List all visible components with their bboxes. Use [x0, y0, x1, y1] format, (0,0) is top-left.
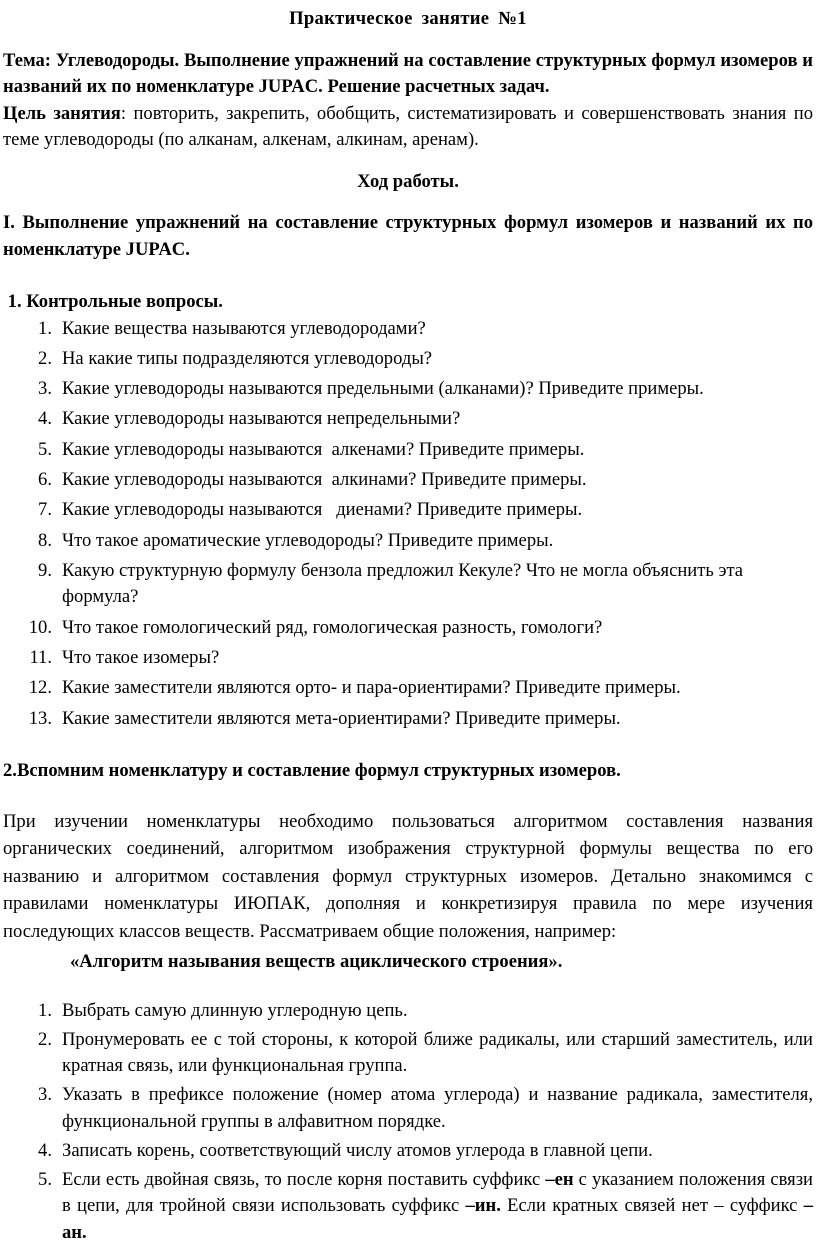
list-item-number: 8.	[38, 529, 52, 551]
list-item-text: Что такое гомологический ряд, гомологическая разность, гомологи?	[62, 616, 603, 638]
spacer	[3, 976, 813, 998]
list-item-text: Какие углеводороды называются предельными (алканами)? Приведите примеры.	[62, 378, 704, 400]
list-item-number: 10.	[28, 616, 52, 638]
list-item-number: 2.	[38, 1028, 52, 1050]
list-item	[3, 998, 813, 1025]
workflow-heading: Ход работы.	[357, 170, 459, 192]
list-item	[3, 528, 813, 555]
list-item-text: Какую структурную формулу бензола предложил Кекуле? Что не могла объяснить эта формула?	[62, 559, 744, 608]
list-item-number: 7.	[38, 499, 52, 521]
list-item-number: 6.	[38, 468, 52, 490]
list-item-text: Какие вещества называются углеводородами?	[62, 317, 426, 339]
spacer	[3, 154, 813, 169]
control-questions-heading: 1. Контрольные вопросы.	[3, 291, 223, 312]
list-item-text: Какие углеводороды называются непредельными?	[62, 408, 461, 430]
list-item-text	[62, 1169, 813, 1243]
suffix-in: –ин.	[465, 1195, 501, 1217]
list-item-text: Какие заместители являются орто- и пара-ориентирами? Приведите примеры.	[62, 677, 681, 699]
list-item-number: 1.	[38, 999, 52, 1021]
list-item-text: Что такое изомеры?	[62, 646, 220, 668]
list-item	[3, 376, 813, 403]
list-item-text: Пронумеровать ее с той стороны, к которой ближе радикалы, или старший заместитель, или кратная связь, или функциональная группа.	[62, 1028, 813, 1077]
list-item	[3, 346, 813, 373]
section2-paragraph: При изучении номенклатуры необходимо пользоваться алгоритмом составления названия органических соединений, алгоритмом изображения структурной формулы вещества по его названию и алгоритмом составления формул структурных изомеров. Детально знакомимся с правилами номенклатуры ИЮПАК, дополняя и конкретизируя правила по мере изучения последующих классов веществ. Рассматриваем общие положения, например:	[3, 810, 813, 942]
list-item	[3, 675, 813, 702]
list-item-number: 2.	[38, 347, 52, 369]
topic-text: Углеводороды. Выполнение упражнений на составление структурных формул изомеров и названий их по номенклатуре JUPAC. Решение расчетных задач.	[3, 49, 813, 97]
list-item-text: Какие углеводороды называются диенами? Приведите примеры.	[62, 499, 583, 521]
spacer	[3, 732, 813, 758]
list-item-text: Указать в префиксе положение (номер атома углерода) и название радикала, заместителя, функциональной группы в алфавитном порядке.	[62, 1084, 813, 1132]
spacer	[3, 33, 813, 48]
list-item	[3, 497, 813, 524]
topic-label: Тема:	[3, 49, 51, 71]
item5-part1: Если есть двойная связь, то после корня поставить суффикс	[62, 1168, 546, 1190]
list-item-number: 13.	[28, 707, 52, 729]
goal-paragraph	[3, 101, 813, 154]
list-item	[3, 1138, 813, 1165]
list-item	[3, 645, 813, 672]
list-item-number: 12.	[28, 677, 52, 699]
item5-part3: Если кратных связей нет – суффикс	[500, 1195, 804, 1217]
list-item-text: Что такое ароматические углеводороды? Приведите примеры.	[62, 529, 554, 551]
list-item-number: 3.	[38, 378, 52, 400]
list-item	[3, 615, 813, 642]
control-questions-list	[3, 316, 813, 733]
list-item-number: 5.	[38, 1168, 52, 1190]
algorithm-list	[3, 998, 813, 1246]
list-item	[3, 558, 813, 611]
list-item-text: Какие заместители являются мета-ориентирами? Приведите примеры.	[62, 707, 621, 729]
list-item	[3, 406, 813, 433]
list-item-number: 4.	[38, 1139, 52, 1161]
list-item-text: На какие типы подразделяются углеводороды?	[62, 347, 433, 369]
list-item	[3, 1167, 813, 1246]
list-item-number: 4.	[38, 408, 52, 430]
section1-heading: I. Выполнение упражнений на составление структурных формул изомеров и названий их по номенклатуре JUPAC.	[3, 212, 813, 260]
list-item	[3, 1082, 813, 1135]
goal-text: : повторить, закрепить, обобщить, систематизировать и совершенствовать знания по теме углеводороды (по алканам, алкенам, алкинам, аренам).	[3, 102, 813, 150]
algorithm-heading: «Алгоритм называния веществ ациклического строения».	[70, 951, 563, 973]
list-item-number: 3.	[38, 1084, 52, 1106]
list-item-text: Выбрать самую длинную углеродную цепь.	[62, 999, 408, 1021]
item5-part2: с указанием положения связи в цепи, для тройной связи использовать суффикс	[62, 1168, 813, 1217]
list-item	[3, 437, 813, 464]
list-item-number: 5.	[38, 438, 52, 460]
list-item-number: 1.	[38, 317, 52, 339]
spacer	[3, 785, 813, 808]
topic-paragraph	[3, 48, 813, 101]
page-title: Практическое занятие №1	[289, 8, 527, 29]
list-item	[3, 467, 813, 494]
section2-heading: 2.Вспомним номенклатуру и составление формул структурных изомеров.	[3, 760, 621, 782]
list-item-text: Какие углеводороды называются алкинами? Приведите примеры.	[62, 468, 587, 490]
spacer	[3, 195, 813, 210]
suffix-an: –ан.	[62, 1195, 813, 1243]
list-item-text: Записать корень, соответствующий числу атомов углерода в главной цепи.	[62, 1139, 653, 1161]
spacer	[3, 263, 813, 289]
suffix-en: –ен	[545, 1168, 574, 1190]
list-item-number: 9.	[38, 559, 52, 581]
goal-label: Цель занятия	[3, 102, 121, 124]
list-item-number: 11.	[29, 646, 52, 668]
list-item-text: Какие углеводороды называются алкенами? Приведите примеры.	[62, 438, 585, 460]
list-item	[3, 706, 813, 733]
list-item	[3, 1027, 813, 1080]
list-item	[3, 316, 813, 343]
